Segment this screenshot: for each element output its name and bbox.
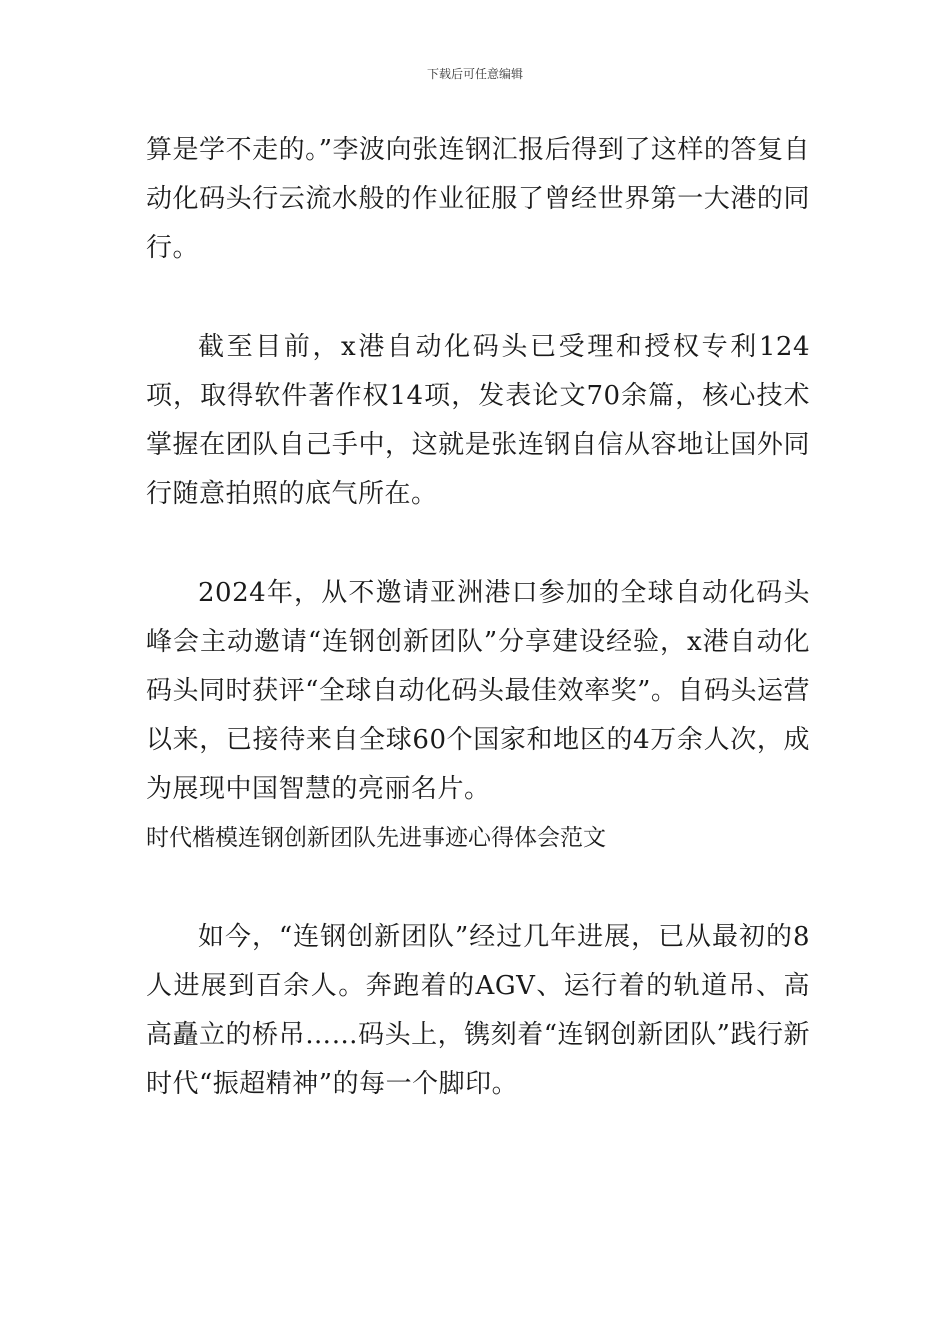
paragraph-2: 截至目前，x港自动化码头已受理和授权专利124项，取得软件著作权14项，发表论文70余篇，核心技术掌握在团队自己手中，这就是张连钢自信从容地让国外同行随意拍照的底气所在。 bbox=[146, 332, 810, 509]
paragraph-4: 如今，“连钢创新团队”经过几年进展，已从最初的8人进展到百余人。奔跑着的AGV、运行着的轨道吊、高高矗立的桥吊……码头上，镌刻着“连钢创新团队”践行新时代“振超精神”的每一个脚印。 bbox=[146, 922, 810, 1099]
document-body bbox=[146, 126, 810, 1109]
section-heading: 时代楷模连钢创新团队先进事迹心得体会范文 bbox=[146, 825, 606, 851]
paragraph-1: 算是学不走的。”李波向张连钢汇报后得到了这样的答复自动化码头行云流水般的作业征服了曾经世界第一大港的同行。 bbox=[146, 135, 810, 263]
paragraph-3: 2024年，从不邀请亚洲港口参加的全球自动化码头峰会主动邀请“连钢创新团队”分享建设经验，x港自动化码头同时获评“全球自动化码头最佳效率奖”。自码头运营以来，已接待来自全球60个国家和地区的4万余人次，成为展现中国智慧的亮丽名片。 bbox=[146, 578, 810, 804]
page-header-note: 下载后可任意编辑 bbox=[426, 67, 523, 81]
